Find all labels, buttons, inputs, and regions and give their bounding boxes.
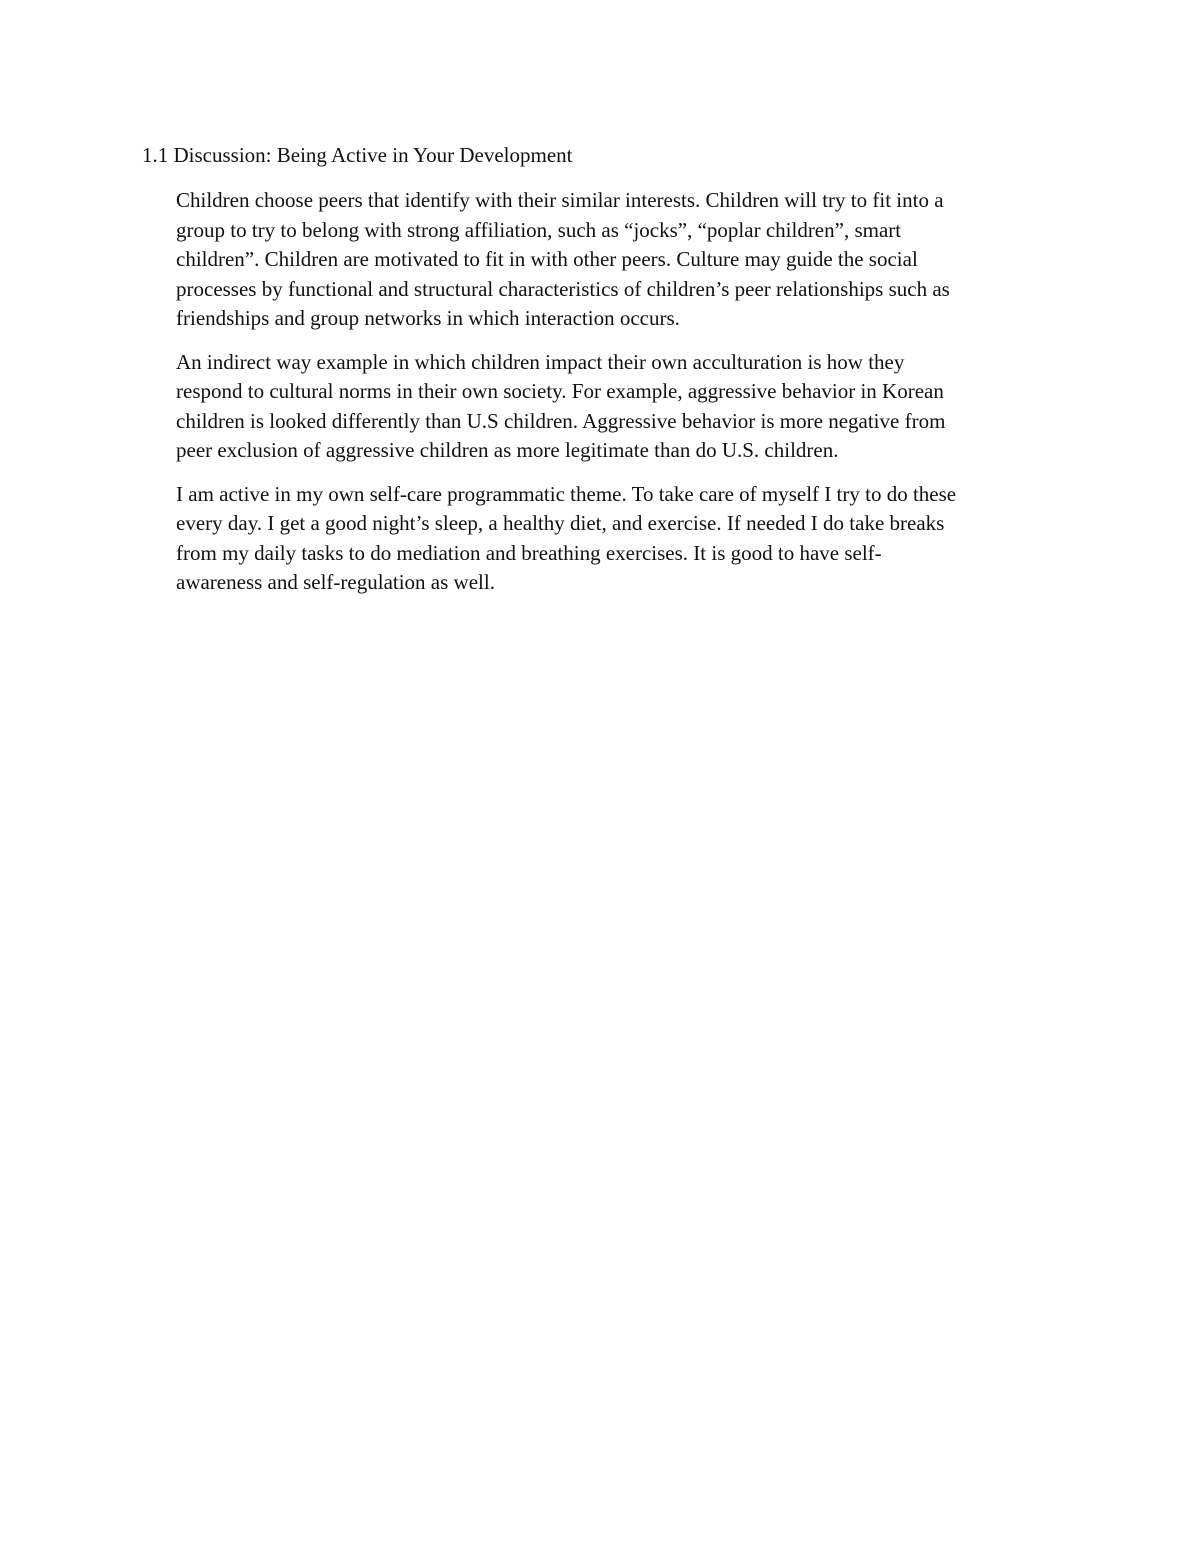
paragraph-line: I am active in my own self-care programmatic theme. To take care of myself I try to do these (176, 481, 957, 506)
document-heading: 1.1 Discussion: Being Active in Your Development (142, 143, 573, 167)
paragraph-acculturation (176, 348, 1066, 466)
paragraph-line: group to try to belong with strong affiliation, such as “jocks”, “poplar children”, smart (176, 217, 902, 242)
paragraph-line: friendships and group networks in which interaction occurs. (176, 306, 680, 330)
paragraph-line: from my daily tasks to do mediation and breathing exercises. It is good to have self- (176, 540, 882, 565)
document-body (176, 186, 1066, 612)
paragraph-line: every day. I get a good night’s sleep, a healthy diet, and exercise. If needed I do take breaks (176, 511, 945, 535)
paragraph-line: peer exclusion of aggressive children as more legitimate than do U.S. children. (176, 438, 839, 462)
paragraph-peer-affiliation (176, 186, 1066, 334)
paragraph-line: An indirect way example in which children impact their own acculturation is how they (176, 349, 905, 374)
paragraph-line: children”. Children are motivated to fit in with other peers. Culture may guide the social (176, 247, 918, 271)
paragraph-line: children is looked differently than U.S children. Aggressive behavior is more negative from (176, 408, 946, 433)
paragraph-self-care (176, 480, 1066, 598)
paragraph-line: processes by functional and structural characteristics of children’s peer relationships such as (176, 276, 950, 301)
paragraph-line: awareness and self-regulation as well. (176, 570, 495, 594)
paragraph-line: respond to cultural norms in their own society. For example, aggressive behavior in Korean (176, 379, 944, 403)
paragraph-line: Children choose peers that identify with their similar interests. Children will try to fit into a (176, 188, 944, 212)
